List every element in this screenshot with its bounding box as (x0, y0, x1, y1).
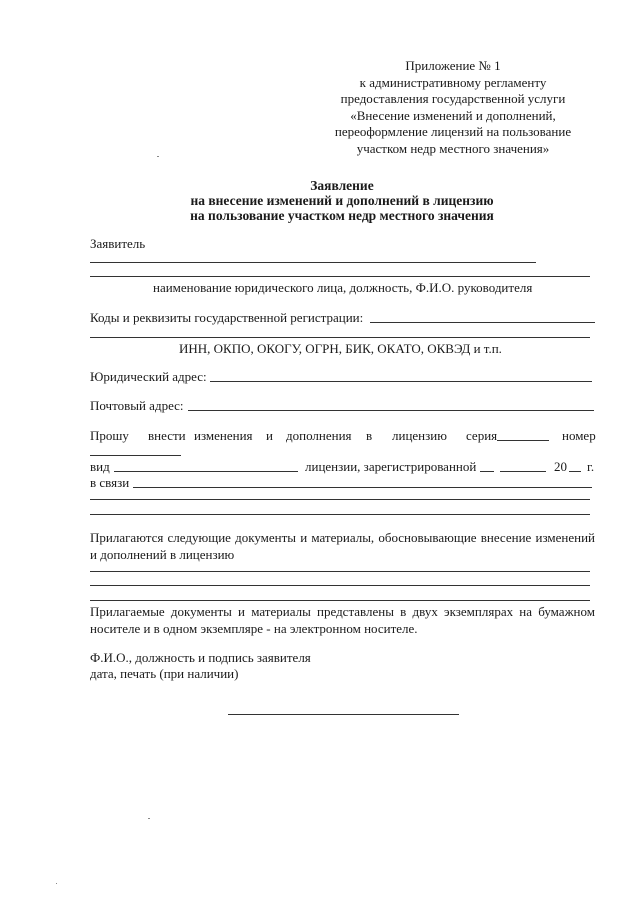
legal-address-field-line[interactable] (210, 381, 592, 382)
attachments-field-line[interactable] (90, 571, 590, 572)
copies-line-1: Прилагаемые документы и материалы представлены в двух экземплярах на бумажном (90, 604, 595, 619)
signature-line[interactable] (228, 714, 459, 715)
attachments-field-line[interactable] (90, 600, 590, 601)
postal-address-field-line[interactable] (188, 410, 594, 411)
request-word: в (366, 428, 373, 443)
applicant-field-line[interactable] (90, 262, 536, 263)
number-field-line[interactable] (90, 455, 181, 456)
legal-address-label: Юридический адрес: (90, 369, 207, 384)
attached-documents-text (90, 530, 595, 563)
title-line: на внесение изменений и дополнений в лицензию (190, 193, 494, 208)
applicant-label: Заявитель (90, 236, 146, 251)
scan-speck (148, 818, 150, 819)
reason-field-line[interactable] (90, 499, 590, 500)
series-field-line[interactable] (497, 440, 549, 441)
copies-note (90, 604, 595, 637)
codes-field-line[interactable] (90, 337, 590, 338)
year-field-line[interactable] (569, 471, 581, 472)
codes-label: Коды и реквизиты государственной регистрации: (90, 310, 364, 325)
copies-line-2: носителе и в одном экземпляре - на электронном носителе. (90, 620, 418, 636)
scan-speck (157, 156, 159, 157)
number-label: номер (562, 428, 596, 443)
attached-line-1: Прилагаются следующие документы и материалы, обосновывающие внесение изменений (90, 530, 595, 545)
request-word: дополнения (286, 428, 352, 443)
reason-field-line[interactable] (90, 514, 590, 515)
month-field-line[interactable] (500, 471, 546, 472)
applicant-caption: наименование юридического лица, должность, Ф.И.О. руководителя (153, 280, 533, 295)
annex-header (330, 58, 576, 157)
postal-address-label: Почтовый адрес: (90, 398, 184, 413)
signature-label: Ф.И.О., должность и подпись заявителя (90, 650, 311, 665)
codes-caption: ИНН, ОКПО, ОКОГУ, ОГРН, БИК, ОКАТО, ОКВЭД и т.п. (179, 341, 502, 356)
title-line: Заявление (310, 178, 374, 193)
request-word: лицензию (392, 428, 447, 443)
annex-line: участком недр местного значения» (356, 140, 550, 156)
annex-line: к административному регламенту (359, 74, 547, 90)
annex-line: Приложение № 1 (405, 58, 501, 73)
type-field-line[interactable] (114, 471, 298, 472)
applicant-field-line[interactable] (90, 276, 590, 277)
year-prefix: 20 (554, 459, 567, 474)
annex-line: переоформление лицензий на пользование (334, 124, 572, 139)
year-suffix: г. (587, 459, 595, 474)
title-line: на пользование участком недр местного значения (190, 208, 494, 223)
reason-label: в связи (90, 475, 130, 490)
request-word: Прошу (90, 428, 129, 443)
registered-label: лицензии, зарегистрированной (305, 459, 477, 474)
document-title (140, 178, 544, 223)
series-label: серия (466, 428, 498, 443)
scan-speck (56, 883, 57, 884)
reason-field-line[interactable] (133, 487, 592, 488)
day-field-line[interactable] (480, 471, 494, 472)
annex-line: предоставления государственной услуги (340, 91, 566, 106)
request-word: изменения (194, 428, 253, 443)
codes-field-line[interactable] (370, 322, 595, 323)
request-word: внести (148, 428, 186, 443)
request-word: и (266, 428, 273, 443)
annex-line: «Внесение изменений и дополнений, (350, 107, 556, 123)
type-label: вид (90, 459, 110, 474)
date-stamp-label: дата, печать (при наличии) (90, 666, 239, 681)
attached-line-2: и дополнений в лицензию (90, 546, 235, 562)
attachments-field-line[interactable] (90, 585, 590, 586)
